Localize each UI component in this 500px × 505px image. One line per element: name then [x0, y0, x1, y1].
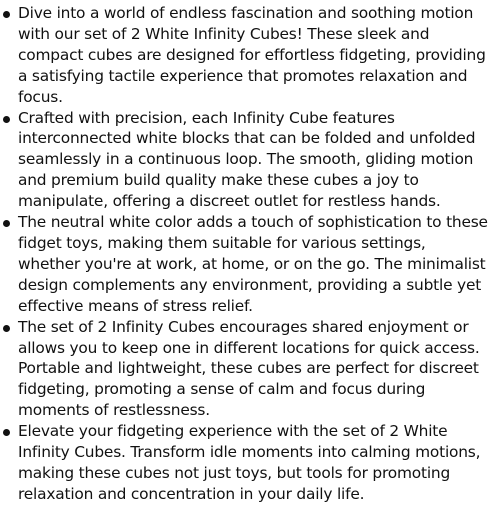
list-item: The set of 2 Infinity Cubes encourages shared enjoyment or allows you to keep one in different locations for quick access. Portable and lightweight, these cubes are perfect for discreet fidgeting, promoting a sense of calm and focus during moments of restlessness. [0, 317, 492, 422]
list-item: The neutral white color adds a touch of sophistication to these fidget toys, making them suitable for various settings, whether you're at work, at home, or on the go. The minimalist design complements any environment, providing a subtle yet effective means of stress relief. [0, 212, 492, 317]
product-description-list [0, 3, 492, 505]
list-item: Dive into a world of endless fascination and soothing motion with our set of 2 White Infinity Cubes! These sleek and compact cubes are designed for effortless fidgeting, providing a satisfying tactile experience that promotes relaxation and focus. [0, 3, 492, 108]
list-item: Crafted with precision, each Infinity Cube features interconnected white blocks that can be folded and unfolded seamlessly in a continuous loop. The smooth, gliding motion and premium build quality make these cubes a joy to manipulate, offering a discreet outlet for restless hands. [0, 108, 492, 213]
list-item: Elevate your fidgeting experience with the set of 2 White Infinity Cubes. Transform idle moments into calming motions, making these cubes not just toys, but tools for promoting relaxation and concentration in your daily life. [0, 421, 492, 505]
